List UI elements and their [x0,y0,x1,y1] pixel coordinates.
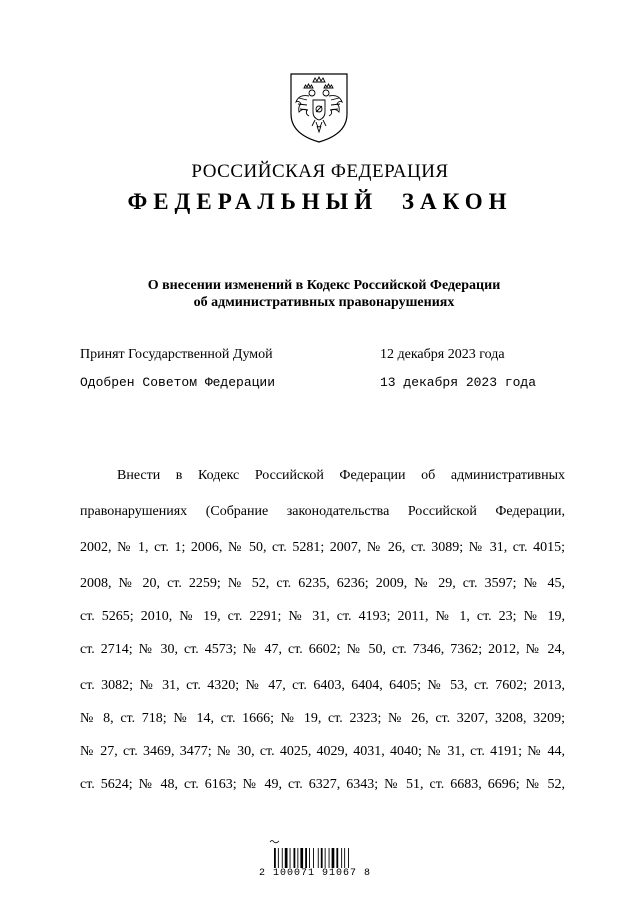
council-date: 13 декабря 2023 года [380,375,537,390]
barcode-digits: 2 100071 91067 8 [258,868,371,879]
coat-of-arms-icon [287,70,351,144]
country-heading: РОССИЙСКАЯ ФЕДЕРАЦИЯ [191,161,449,182]
law-title-line-2: об административных правонарушениях [193,295,455,310]
duma-date: 12 декабря 2023 года [380,347,505,362]
body-line: № 27, ст. 3469, 3477; № 30, ст. 4025, 4029, 4031, 4040; № 31, ст. 4191; № 44, [80,744,565,759]
duma-label: Принят Государственной Думой [80,347,273,362]
council-label: Одобрен Советом Федерации [80,375,276,390]
body-line: правонарушениях (Собрание законодательства Российской Федерации, [80,504,565,519]
law-title-line-1: О внесении изменений в Кодекс Российской Федерации [147,278,501,293]
body-line: Внести в Кодекс Российской Федерации об административных [117,468,565,483]
document-type-heading: ФЕДЕРАЛЬНЫЙ ЗАКОН [127,189,513,214]
body-line: ст. 5624; № 48, ст. 6163; № 49, ст. 6327, 6343; № 51, ст. 6683, 6696; № 52, [80,777,565,792]
body-line: ст. 3082; № 31, ст. 4320; № 47, ст. 6403, 6404, 6405; № 53, ст. 7602; 2013, [80,678,565,693]
body-line: № 8, ст. 718; № 14, ст. 1666; № 19, ст. 2323; № 26, ст. 3207, 3208, 3209; [80,711,565,726]
law-title [80,277,568,311]
body-line: 2008, № 20, ст. 2259; № 52, ст. 6235, 6236; 2009, № 29, ст. 3597; № 45, [80,576,565,591]
body-line: ст. 2714; № 30, ст. 4573; № 47, ст. 6602; № 50, ст. 7346, 7362; 2012, № 24, [80,642,565,657]
body-line: 2002, № 1, ст. 1; 2006, № 50, ст. 5281; 2007, № 26, ст. 3089; № 31, ст. 4015; [80,540,565,555]
body-line: ст. 5265; 2010, № 19, ст. 2291; № 31, ст. 4193; 2011, № 1, ст. 23; № 19, [80,609,565,624]
